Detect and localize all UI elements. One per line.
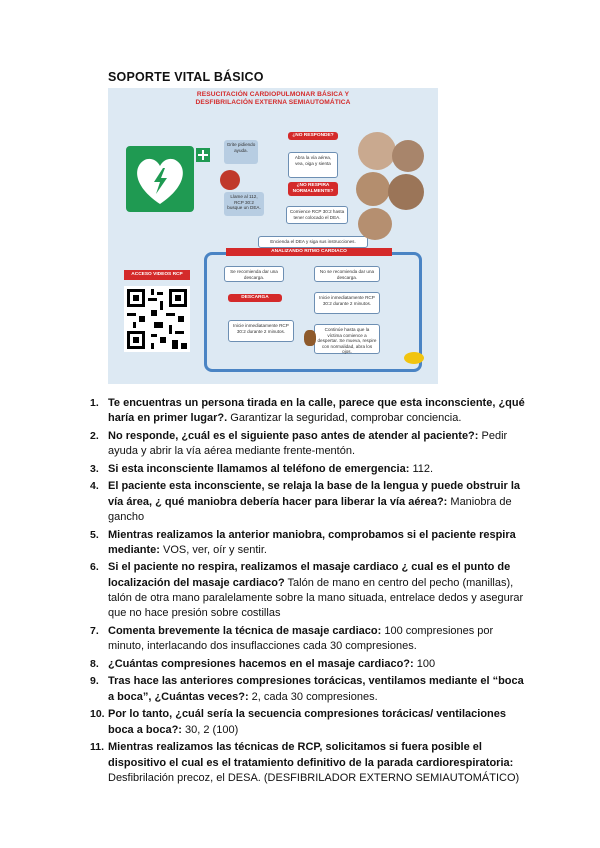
- answer-text: Desfibrilación precoz, el DESA. (DESFIBRILADOR EXTERNO SEMIAUTOMÁTICO): [108, 771, 520, 784]
- question-item: [90, 740, 530, 786]
- question-item: [90, 657, 530, 672]
- infographic-title: [108, 91, 438, 107]
- question-item: [90, 560, 530, 621]
- encienda-box: Encienda el DEA y siga sus instrucciones.: [258, 236, 368, 248]
- question-text: Comenta brevemente la técnica de masaje cardiaco:: [108, 624, 382, 637]
- rcp-infographic: [108, 88, 438, 384]
- question-item: [90, 528, 530, 559]
- answer-text: 2, cada 30 compresiones.: [251, 690, 378, 703]
- question-text: Tras hace las anteriores compresiones torácicas, ventilamos mediante el “boca a boca”, ¿Cuántas veces?:: [108, 675, 524, 703]
- mascot-figure-2: [304, 330, 316, 346]
- no-se-recomienda-box: No se recomienda dar una descarga.: [314, 266, 380, 282]
- question-text: Te encuentras un persona tirada en la calle, parece que esta inconsciente, ¿qué haría en primer lugar?.: [108, 397, 525, 425]
- question-text: Si esta inconsciente llamamos al teléfono de emergencia:: [108, 462, 410, 475]
- se-recomienda-box: Se recomienda dar una descarga.: [224, 266, 284, 282]
- no-respira-box: ¿NO RESPIRA NORMALMENTE?: [288, 182, 338, 196]
- question-item: [90, 707, 530, 738]
- answer-text: Pedir ayuda y abrir la vía aérea mediante frente-mentón.: [108, 429, 508, 458]
- question-text: Si el paciente no respira, realizamos el masaje cardiaco ¿ cual es el punto de localización del masaje cardiaco?: [108, 561, 511, 589]
- inicie-box-right: Inicie inmediatamente RCP 30:2 durante 2 minutos.: [314, 292, 380, 314]
- question-number: 2.: [90, 429, 99, 442]
- question-item: [90, 479, 530, 525]
- page-title: SOPORTE VITAL BÁSICO: [108, 70, 264, 84]
- answer-text: Maniobra de gancho: [108, 495, 512, 523]
- rescuer-figure: [220, 170, 240, 190]
- question-item: [90, 396, 530, 427]
- question-list: [90, 396, 530, 788]
- question-number: 9.: [90, 675, 99, 688]
- mascot-figure: [404, 352, 424, 364]
- question-number: 10.: [90, 708, 105, 721]
- descarga-box: DESCARGA: [228, 294, 282, 302]
- question-number: 4.: [90, 480, 99, 493]
- answer-text: VOS, ver, oír y sentir.: [163, 543, 267, 556]
- answer-text: 100: [416, 657, 436, 670]
- answer-text: 100 compresiones por minuto, interlacando dos insuflacciones cada 30 compresiones.: [108, 624, 494, 653]
- question-text: ¿Cuántas compresiones hacemos en el masaje cardiaco?:: [108, 657, 414, 670]
- question-number: 3.: [90, 462, 99, 475]
- photo-airway: [392, 140, 424, 172]
- question-number: 8.: [90, 657, 99, 670]
- question-number: 6.: [90, 561, 99, 574]
- acceso-videos-label: ACCESO VIDEOS RCP: [124, 270, 190, 280]
- answer-text: Garantizar la seguridad, comprobar conciencia.: [230, 412, 462, 425]
- photo-phone: [356, 172, 390, 206]
- plus-icon: [196, 148, 210, 162]
- question-number: 5.: [90, 528, 99, 541]
- question-text: Mientras realizamos la anterior maniobra, comprobamos si el paciente respira mediante:: [108, 528, 516, 556]
- question-item: [90, 462, 530, 477]
- question-item: [90, 429, 530, 460]
- question-text: Por lo tanto, ¿cuál sería la secuencia compresiones torácicas/ ventilaciones boca a boca?:: [108, 708, 506, 736]
- question-number: 1.: [90, 397, 99, 409]
- inicie-box-left: Inicie inmediatamente RCP 30:2 durante 2 minutos.: [228, 320, 294, 342]
- analizando-ribbon: ANALIZANDO RITMO CARDIACO: [226, 248, 392, 256]
- question-number: 11.: [90, 741, 105, 754]
- answer-text: 30, 2 (100): [185, 723, 239, 736]
- qr-code-icon: [124, 286, 190, 352]
- question-number: 7.: [90, 624, 99, 637]
- question-text: El paciente esta inconsciente, se relaja la base de la lengua y puede obstruir la vía área, ¿ qué maniobra debería hacer para liberar la vía aérea?:: [108, 480, 521, 508]
- photo-compressions: [388, 174, 424, 210]
- question-item: [90, 624, 530, 655]
- infographic-title-line1: RESUCITACIÓN CARDIOPULMONAR BÁSICA Y: [196, 91, 350, 98]
- continue-box: Continúe hasta que la víctima comience a despertar. Se mueva, respire con normalidad, abra los ojos.: [314, 324, 380, 354]
- comience-box: Comience RCP 30:2 hasta tener colocado el DEA.: [286, 206, 348, 224]
- question-text: Mientras realizamos las técnicas de RCP, solicitamos si fuera posible el dispositivo el cual es el tratamiento definitivo de la parada cardiorespiratoria:: [108, 741, 514, 769]
- aed-heart-icon: [126, 146, 194, 212]
- question-item: [90, 674, 530, 705]
- llame-box: Llame al 112, RCP 30:2 busque un DEA.: [224, 192, 264, 216]
- photo-aed: [358, 208, 392, 240]
- photo-check: [358, 132, 396, 170]
- abra-box: Abra la vía aérea, vea, oiga y sienta: [288, 152, 338, 178]
- question-text: No responde, ¿cuál es el siguiente paso antes de atender al paciente?:: [108, 429, 479, 442]
- no-responde-box: ¿NO RESPONDE?: [288, 132, 338, 140]
- answer-text: Talón de mano en centro del pecho (manillas), talón de otra mano paralelamente sobre la mano situada, entrelace dedos y asegurar que no hace presión sobre costillas: [108, 576, 524, 620]
- grite-box: Grite pidiendo ayuda.: [224, 140, 258, 164]
- answer-text: 112.: [412, 462, 434, 475]
- infographic-title-line2: DESFIBRILACIÓN EXTERNA SEMIAUTOMÁTICA: [195, 99, 351, 106]
